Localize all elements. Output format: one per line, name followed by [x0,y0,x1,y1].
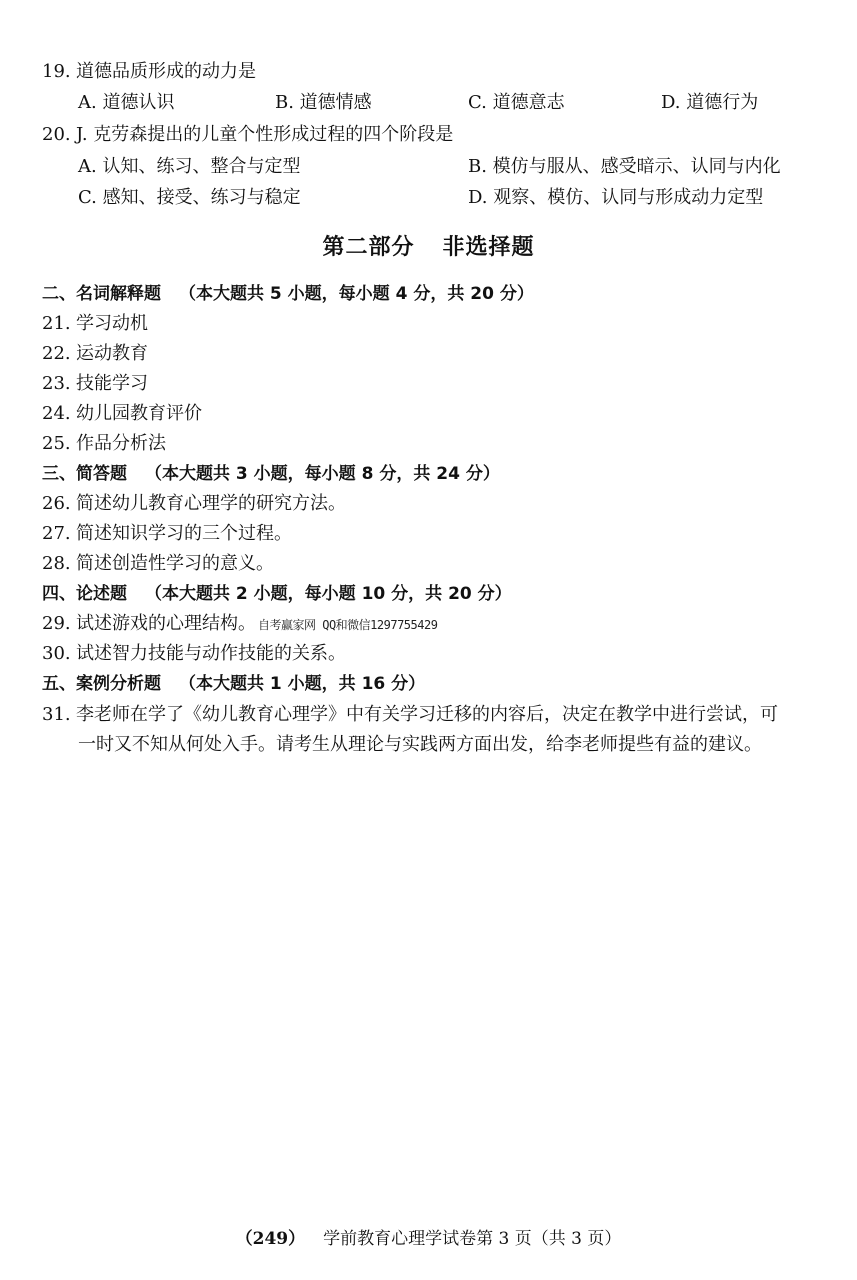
question-text: 技能学习 [76,373,148,394]
option-d: D. 道德行为 [661,92,759,113]
question-number: 25. [42,433,71,454]
watermark-text: 自考赢家网 QQ和微信1297755429 [258,618,438,632]
part-title-left: 第二部分 [322,235,415,260]
question-25 [42,432,166,456]
question-stem: J. 克劳森提出的儿童个性形成过程的四个阶段是 [76,124,454,145]
question-27 [42,522,292,546]
question-number: 24. [42,403,71,424]
section-heading-label: 四、论述题 [42,584,127,604]
option-b: B. 模仿与服从、感受暗示、认同与内化 [468,156,781,177]
question-text: 学习动机 [76,313,148,334]
question-text: 简述知识学习的三个过程。 [76,523,292,544]
question-number: 19. [42,61,71,82]
question-text-line1: 李老师在学了《幼儿教育心理学》中有关学习迁移的内容后，决定在教学中进行尝试，可 [76,704,778,725]
question-text: 试述智力技能与动作技能的关系。 [76,643,346,664]
question-text: 作品分析法 [76,433,166,454]
question-29 [42,612,437,637]
question-20 [42,123,453,147]
option-d: D. 观察、模仿、认同与形成动力定型 [468,187,764,208]
option-c: C. 道德意志 [468,92,565,113]
section-heading-2 [42,282,534,306]
question-28 [42,552,274,576]
section-heading-3 [42,462,500,486]
section-heading-label: 五、案例分析题 [42,674,161,694]
question-text-line2: 一时又不知从何处入手。请考生从理论与实践两方面出发，给李老师提些有益的建议。 [78,734,762,755]
question-number: 23. [42,373,71,394]
question-number: 28. [42,553,71,574]
section-heading-note: （本大题共 3 小题，每小题 8 分，共 24 分） [145,464,500,484]
question-number: 22. [42,343,71,364]
section-heading-label: 二、名词解释题 [42,284,161,304]
section-heading-note: （本大题共 5 小题，每小题 4 分，共 20 分） [179,284,534,304]
section-heading-4 [42,582,512,606]
paper-code: （249） [235,1229,306,1249]
question-text: 幼儿园教育评价 [76,403,202,424]
section-heading-note: （本大题共 2 小题，每小题 10 分，共 20 分） [145,584,512,604]
section-heading-note: （本大题共 1 小题，共 16 分） [179,674,426,694]
question-number: 27. [42,523,71,544]
part-title [0,230,857,261]
question-24 [42,402,202,426]
question-number: 29. [42,613,71,634]
option-c: C. 感知、接受、练习与稳定 [78,187,301,208]
page-footer [0,1224,857,1249]
question-19 [42,60,256,84]
section-heading-label: 三、简答题 [42,464,127,484]
option-b: B. 道德情感 [275,92,372,113]
option-a: A. 认知、练习、整合与定型 [78,156,301,177]
question-31 [42,700,842,760]
question-number: 20. [42,124,71,145]
part-title-right: 非选择题 [442,235,535,260]
question-number: 21. [42,313,71,334]
question-23 [42,372,148,396]
question-text: 简述创造性学习的意义。 [76,553,274,574]
question-number: 31. [42,704,71,725]
question-30 [42,642,346,666]
question-21 [42,312,148,336]
question-text: 试述游戏的心理结构。 [76,613,256,634]
question-number: 26. [42,493,71,514]
footer-text: 学前教育心理学试卷第 3 页（共 3 页） [323,1229,622,1249]
question-stem: 道德品质形成的动力是 [76,61,256,82]
question-26 [42,492,346,516]
section-heading-5 [42,672,425,696]
question-text: 简述幼儿教育心理学的研究方法。 [76,493,346,514]
question-text: 运动教育 [76,343,148,364]
question-number: 30. [42,643,71,664]
option-a: A. 道德认识 [78,92,175,113]
question-22 [42,342,148,366]
